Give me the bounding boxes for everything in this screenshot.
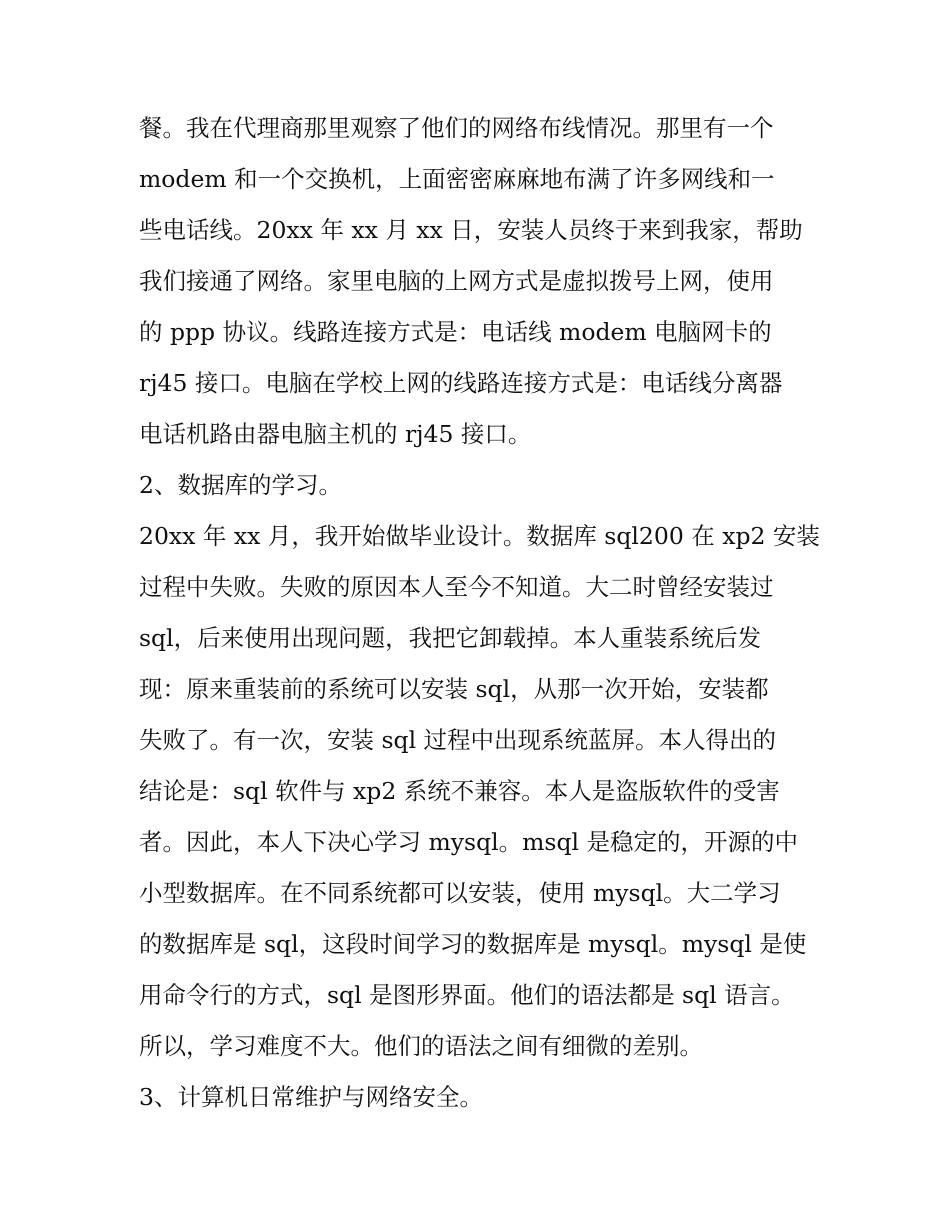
text-line-12: 现：原来重装前的系统可以安装 sql，从那一次开始，安装都	[139, 675, 769, 703]
text-line-2: modem 和一个交换机，上面密密麻麻地布满了许多网线和一	[139, 165, 775, 193]
text-line-18: 用命令行的方式，sql 是图形界面。他们的语法都是 sql 语言。	[139, 981, 795, 1009]
text-line-1: 餐。我在代理商那里观察了他们的网络布线情况。那里有一个	[139, 114, 774, 142]
text-line-11: sql，后来使用出现问题，我把它卸载掉。本人重装系统后发	[139, 624, 762, 652]
section-heading-database: 2、数据库的学习。	[139, 471, 342, 499]
text-line-5: 的 ppp 协议。线路连接方式是：电话线 modem 电脑网卡的	[139, 318, 772, 346]
text-line-3: 些电话线。20xx 年 xx 月 xx 日，安装人员终于来到我家，帮助	[139, 216, 803, 244]
text-line-4: 我们接通了网络。家里电脑的上网方式是虚拟拨号上网，使用	[139, 267, 774, 295]
text-line-9: 20xx 年 xx 月，我开始做毕业设计。数据库 sql200 在 xp2 安装	[139, 522, 820, 550]
text-line-10: 过程中失败。失败的原因本人至今不知道。大二时曾经安装过	[139, 573, 774, 601]
document-body	[139, 103, 819, 1123]
text-line-17: 的数据库是 sql，这段时间学习的数据库是 mysql。mysql 是使	[139, 930, 807, 958]
text-line-14: 结论是：sql 软件与 xp2 系统不兼容。本人是盗版软件的受害	[139, 777, 780, 805]
text-line-16: 小型数据库。在不同系统都可以安装，使用 mysql。大二学习	[139, 879, 781, 907]
text-line-7: 电话机路由器电脑主机的 rj45 接口。	[139, 420, 532, 448]
text-line-15: 者。因此，本人下决心学习 mysql。msql 是稳定的，开源的中	[139, 828, 799, 856]
text-line-19: 所以，学习难度不大。他们的语法之间有细微的差别。	[139, 1032, 703, 1060]
section-heading-maintenance: 3、计算机日常维护与网络安全。	[139, 1083, 483, 1111]
text-line-6: rj45 接口。电脑在学校上网的线路连接方式是：电话线分离器	[139, 369, 783, 397]
text-line-13: 失败了。有一次，安装 sql 过程中出现系统蓝屏。本人得出的	[139, 726, 777, 754]
